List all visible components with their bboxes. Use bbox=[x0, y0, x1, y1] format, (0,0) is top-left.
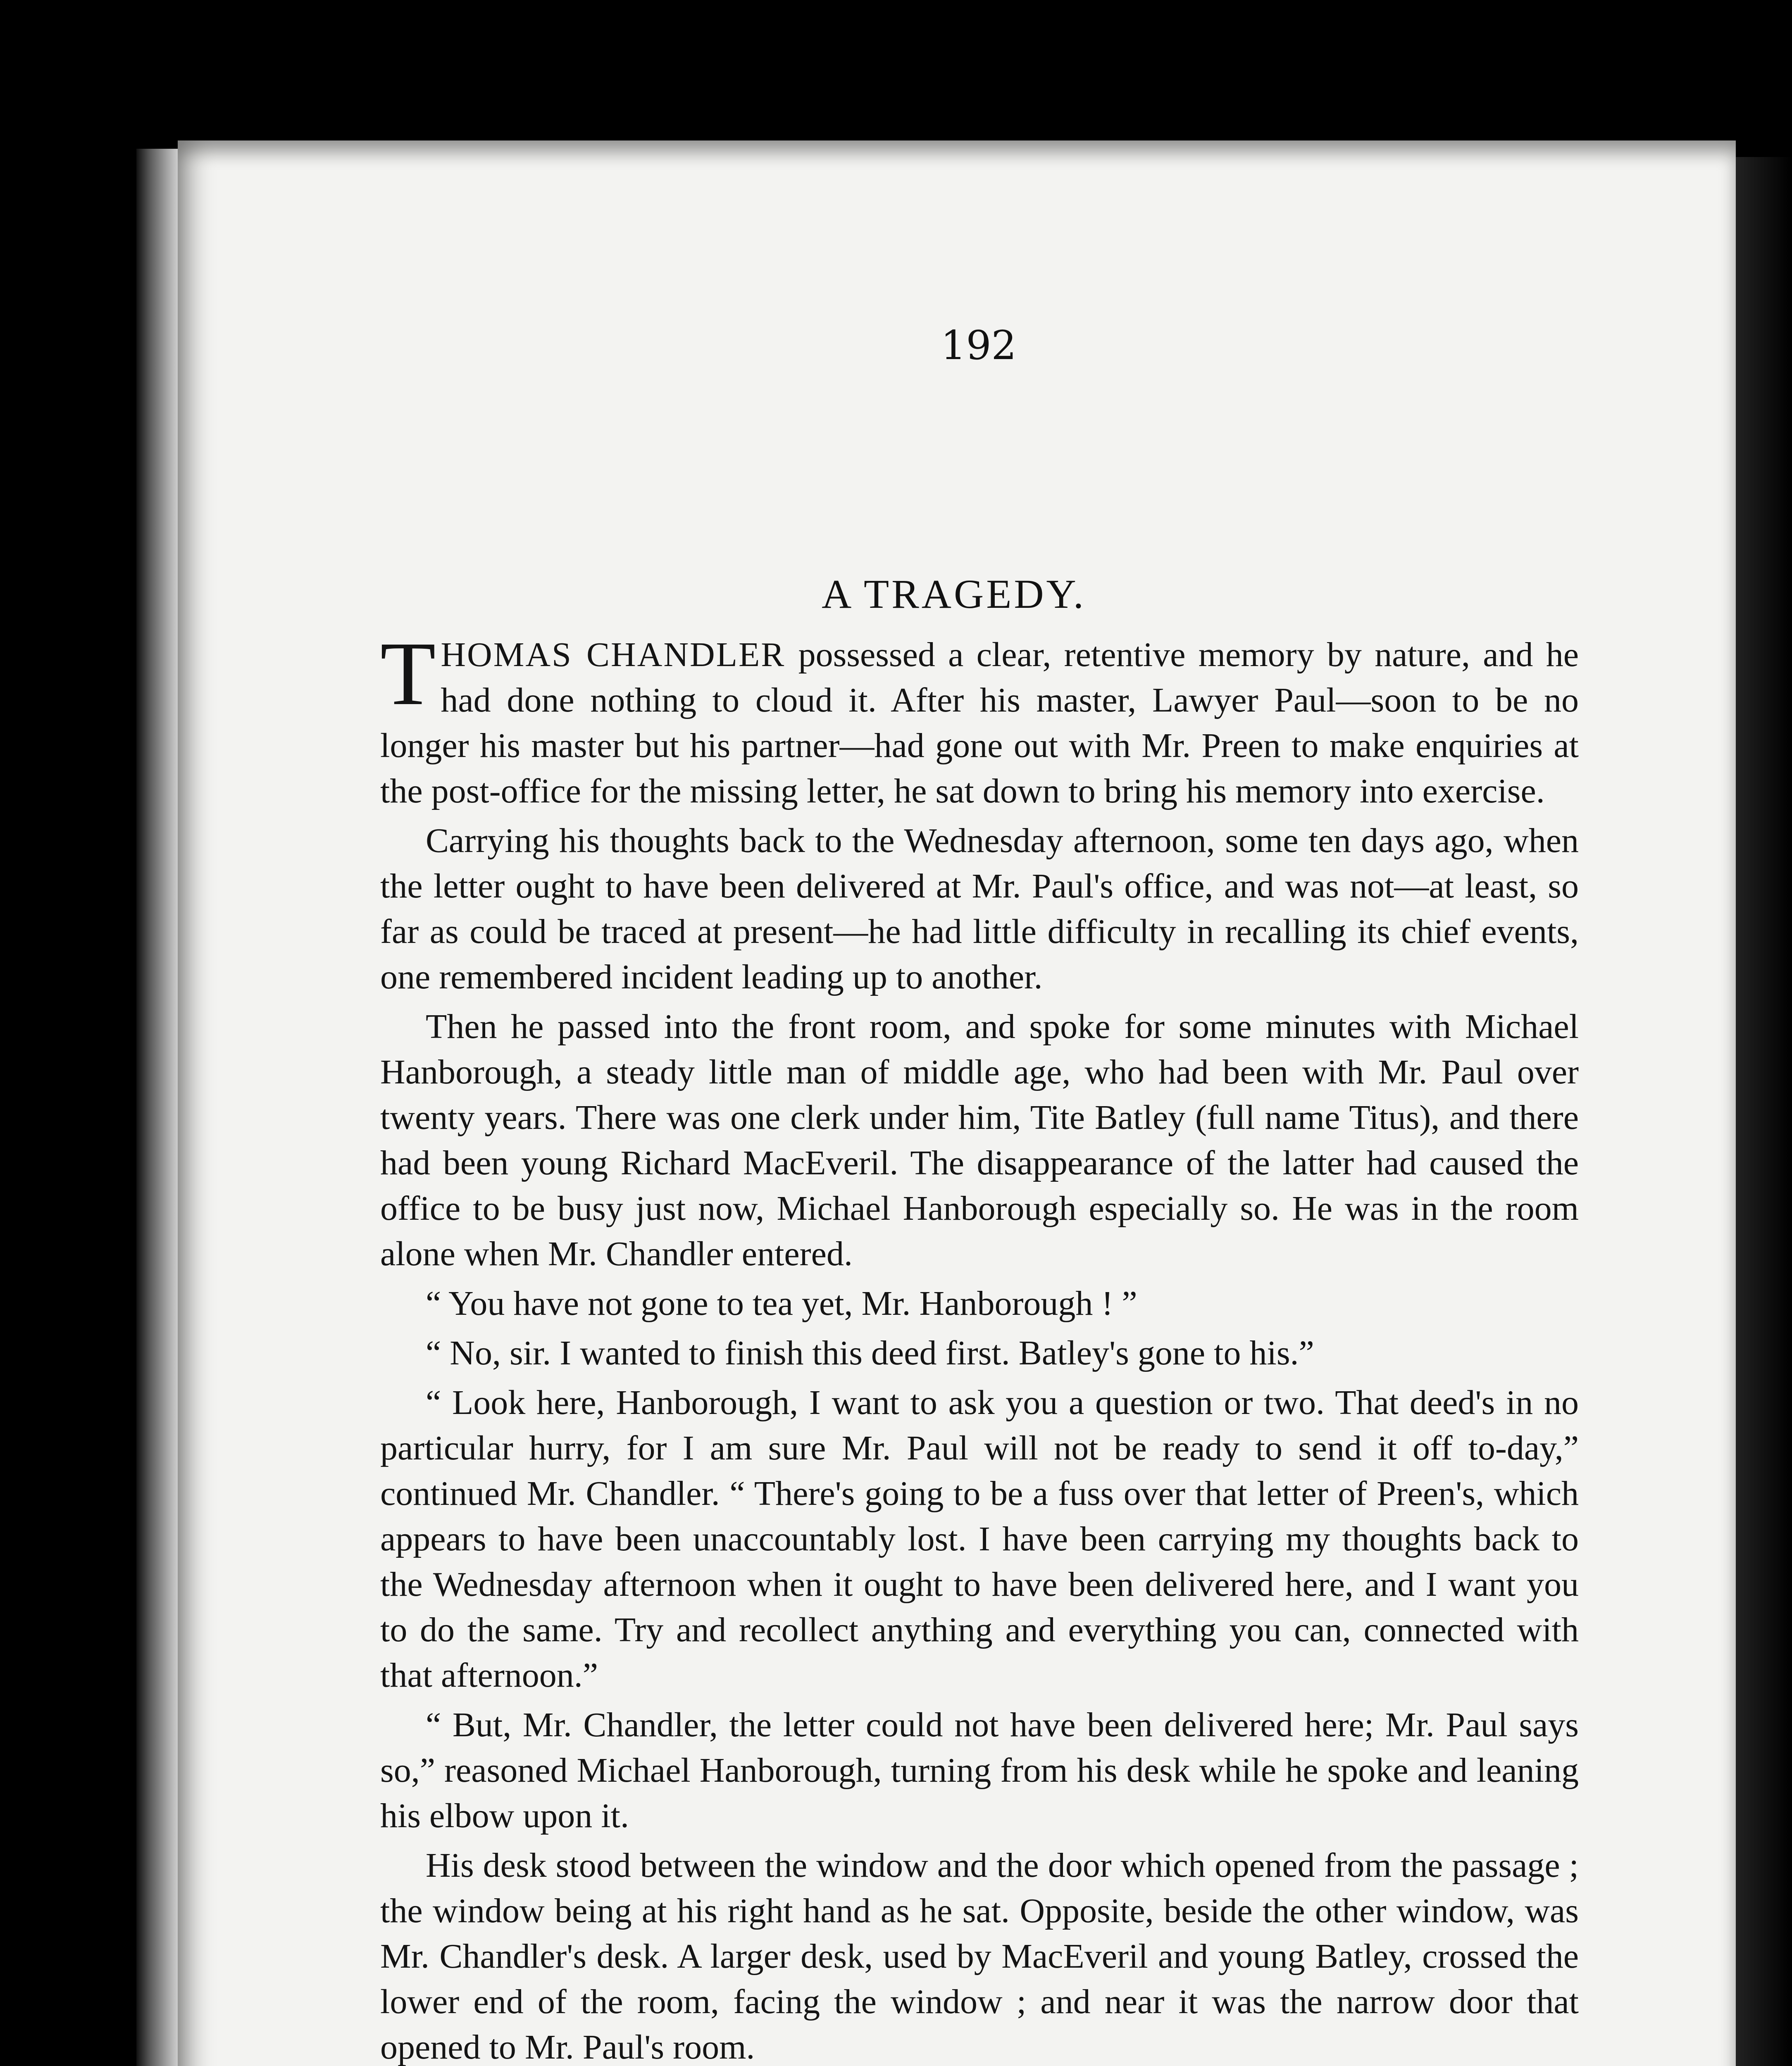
page-number: 192 bbox=[941, 322, 1017, 369]
book-binding-shadow bbox=[136, 149, 182, 2066]
facing-page-edge bbox=[1736, 157, 1792, 2066]
paragraph-2: Carrying his thoughts back to the Wednesday afternoon, some ten days ago, when the letter ought to have been delivered at Mr. Paul's office, and was not—at least, so far as could be traced at present—he had little difficulty in recalling its chief events, one remembered incident leading up to another. bbox=[380, 821, 1579, 996]
paragraph-1 bbox=[380, 623, 1579, 814]
paragraph-6: “ Look here, Hanborough, I want to ask you a question or two. That deed's in no particular hurry, for I am sure Mr. Paul will not be ready to send it off to-day,” continued Mr. Chandler. “ There's going to be a fuss over that letter of Preen's, which appears to have been unaccountably lost. I have been carrying my thoughts back to the Wednesday afternoon when it ought to have been delivered here, and I want you to do the same. Try and recollect anything and everything you can, connected with that afternoon.” bbox=[380, 1383, 1579, 1695]
paragraph-text: possessed a clear, retentive memory by nature, and he had done nothing to cloud it. After his master, Lawyer Paul—soon to be no longer his master but his partner—had gone out with Mr. Preen to make enquiries at the post-office for the missing letter, he sat down to bring his memory into exercise. bbox=[380, 636, 1579, 810]
body-text bbox=[380, 623, 1579, 2066]
paragraph-3: Then he passed into the front room, and spoke for some minutes with Michael Hanborough, a steady little man of middle age, who had been with Mr. Paul over twenty years. There was one clerk under him, Tite Batley (full name Titus), and there had been young Richard MacEveril. The disappearance of the latter had caused the office to be busy just now, Michael Hanborough especially so. He was in the room alone when Mr. Chandler entered. bbox=[380, 1007, 1579, 1273]
paragraph-4: “ You have not gone to tea yet, Mr. Hanborough ! ” bbox=[426, 1284, 1137, 1323]
chapter-title: A TRAGEDY. bbox=[822, 571, 1086, 617]
paragraph-7: “ But, Mr. Chandler, the letter could not have been delivered here; Mr. Paul says so,” reasoned Michael Hanborough, turning from his desk while he spoke and leaning his elbow upon it. bbox=[380, 1706, 1579, 1835]
drop-cap: T bbox=[380, 623, 436, 724]
paragraph-lead: HOMAS CHANDLER bbox=[441, 636, 786, 674]
paragraph-8: His desk stood between the window and the door which opened from the passage ; the window being at his right hand as he sat. Opposite, beside the other window, was Mr. Chandler's desk. A larger desk, used by MacEveril and young Batley, crossed the lower end of the room, facing the window ; and near it was the narrow door that opened to Mr. Paul's room. bbox=[380, 1846, 1579, 2066]
paragraph-5: “ No, sir. I wanted to finish this deed first. Batley's gone to his.” bbox=[426, 1334, 1314, 1372]
